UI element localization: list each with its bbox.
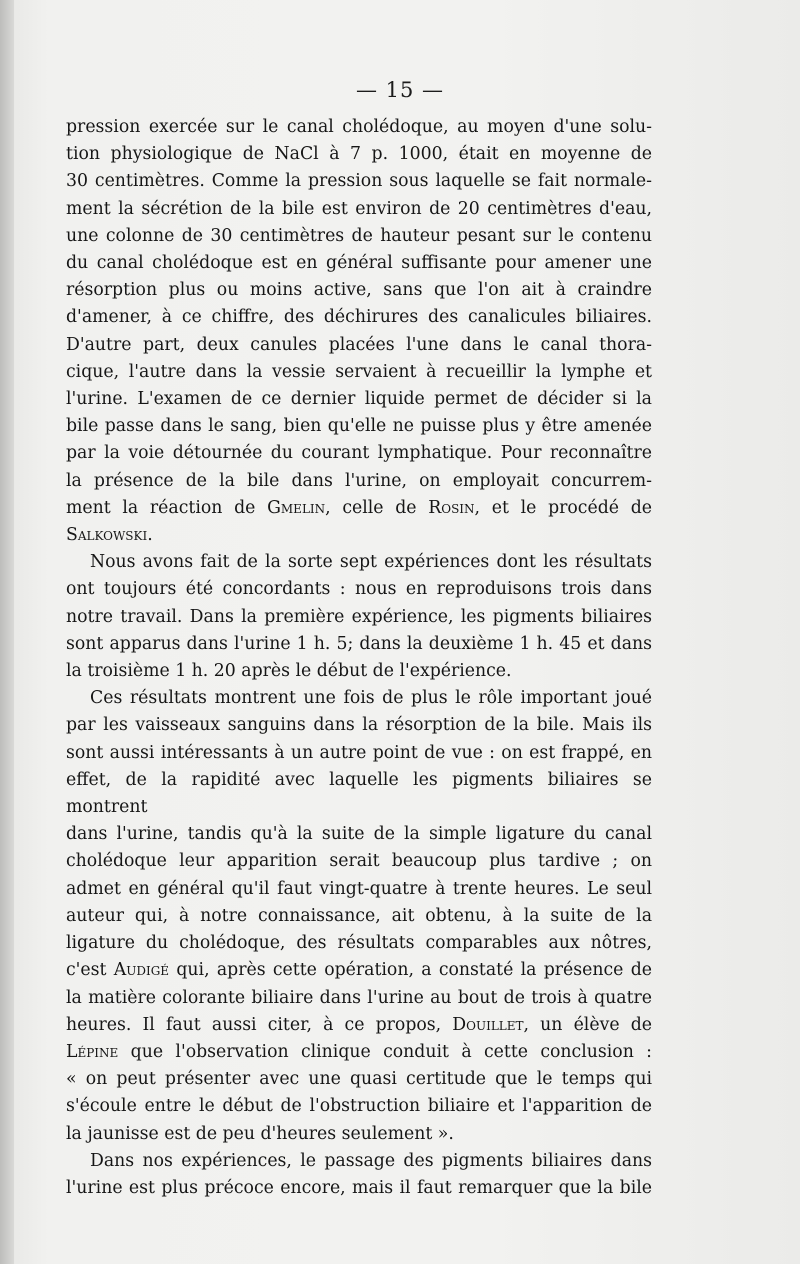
text-line: sont apparus dans l'urine 1 h. 5; dans la deuxième 1 h. 45 et dans xyxy=(66,633,652,654)
text-line: l'urine. L'examen de ce dernier liquide permet de décider si la xyxy=(66,389,652,410)
text-line: Lépine que l'observation clinique conduit à cette conclusion : xyxy=(66,1041,652,1062)
text-line: la présence de la bile dans l'urine, on employait concurrem- xyxy=(66,470,652,491)
text-line: admet en général qu'il faut vingt-quatre à trente heures. Le seul xyxy=(66,878,652,899)
paragraph xyxy=(66,685,652,1147)
text-line: 30 centimètres. Comme la pression sous laquelle se fait normale- xyxy=(66,171,652,192)
text-line: notre travail. Dans la première expérience, les pigments biliaires xyxy=(66,606,652,627)
text-line: l'urine est plus précoce encore, mais il faut remarquer que la bile xyxy=(66,1177,652,1198)
author-name: Salkowski xyxy=(66,525,148,546)
paragraph xyxy=(66,114,652,549)
text-line: effet, de la rapidité avec laquelle les pigments biliaires se montrent xyxy=(66,769,652,818)
text-line: ont toujours été concordants : nous en reproduisons trois dans xyxy=(66,579,652,600)
author-name: Audigé xyxy=(113,960,170,981)
text-line: une colonne de 30 centimètres de hauteur pesant sur le contenu xyxy=(66,225,652,246)
body-text xyxy=(66,114,652,1202)
text-line: la jaunisse est de peu d'heures seulement ». xyxy=(66,1123,454,1144)
binding-gutter xyxy=(0,0,14,1264)
author-name: Rosin xyxy=(428,497,475,518)
text-line: ment la réaction de Gmelin, celle de Rosin, et le procédé de xyxy=(66,497,652,518)
page-number: — 15 — xyxy=(355,78,445,102)
text-line: la matière colorante biliaire dans l'urine au bout de trois à quatre xyxy=(66,987,652,1008)
text-line: sont aussi intéressants à un autre point de vue : on est frappé, en xyxy=(66,742,652,763)
text-line: tion physiologique de NaCl à 7 p. 1000, était en moyenne de xyxy=(66,144,652,165)
text-line: D'autre part, deux canules placées l'une dans le canal thora- xyxy=(66,334,652,355)
text-line: bile passe dans le sang, bien qu'elle ne puisse plus y être amenée xyxy=(66,416,652,437)
text-line: c'est Audigé qui, après cette opération, a constaté la présence de xyxy=(66,960,652,981)
text-line: Dans nos expériences, le passage des pigments biliaires dans xyxy=(90,1150,652,1171)
author-name: Lépine xyxy=(66,1041,119,1062)
author-name: Gmelin xyxy=(267,497,326,518)
paragraph xyxy=(66,1148,652,1202)
text-line: s'écoule entre le début de l'obstruction biliaire et l'apparition de xyxy=(66,1096,652,1117)
text-line: ment la sécrétion de la bile est environ de 20 centimètres d'eau, xyxy=(66,198,652,219)
text-line: cique, l'autre dans la vessie servaient à recueillir la lymphe et xyxy=(66,361,652,382)
text-line: cholédoque leur apparition serait beaucoup plus tardive ; on xyxy=(66,851,652,872)
text-line: par la voie détournée du courant lymphatique. Pour reconnaître xyxy=(66,443,652,464)
paragraph xyxy=(66,549,652,685)
text-line: Ces résultats montrent une fois de plus le rôle important joué xyxy=(90,688,652,709)
text-line: ligature du cholédoque, des résultats comparables aux nôtres, xyxy=(66,933,652,954)
text-line: pression exercée sur le canal cholédoque, au moyen d'une solu- xyxy=(66,117,652,137)
text-line: par les vaisseaux sanguins dans la résorption de la bile. Mais ils xyxy=(66,715,652,736)
text-line: « on peut présenter avec une quasi certitude que le temps qui xyxy=(66,1069,652,1090)
text-line: résorption plus ou moins active, sans que l'on ait à craindre xyxy=(66,280,652,301)
author-name: Douillet xyxy=(452,1014,524,1035)
text-line: d'amener, à ce chiffre, des déchirures des canalicules biliaires. xyxy=(66,307,652,328)
text-line: Salkowski. xyxy=(66,525,153,546)
text-line: dans l'urine, tandis qu'à la suite de la simple ligature du canal xyxy=(66,824,652,845)
text-line: du canal cholédoque est en général suffisante pour amener une xyxy=(66,253,652,274)
text-line: la troisième 1 h. 20 après le début de l'expérience. xyxy=(66,661,512,682)
text-line: heures. Il faut aussi citer, à ce propos, Douillet, un élève de xyxy=(66,1014,652,1035)
text-line: auteur qui, à notre connaissance, ait obtenu, à la suite de la xyxy=(66,905,652,926)
text-line: Nous avons fait de la sorte sept expériences dont les résultats xyxy=(90,552,652,573)
